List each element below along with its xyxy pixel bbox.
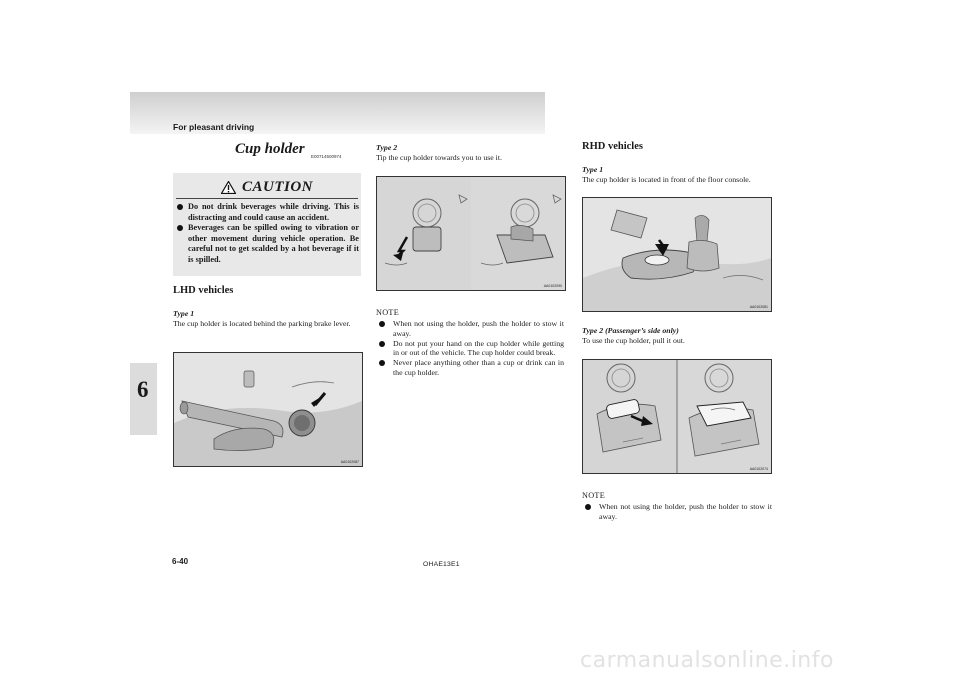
figure-lhd-type2 [376, 176, 566, 291]
caution-item-text: Beverages can be spilled owing to vibration or other movement during vehicle operation. Be careful not to get scalded by a hot beverage if it is spilled. [188, 223, 359, 264]
bullet-icon [177, 225, 183, 231]
figure-code: AA0102081 [749, 305, 768, 309]
parking-brake-cupholder-illustration [174, 353, 362, 466]
rhd-note-list [582, 502, 772, 522]
rhd-heading: RHD vehicles [582, 141, 643, 152]
note-item-text: Never place anything other than a cup or drink can in the cup holder. [393, 358, 564, 377]
lhd-note-label: NOTE [376, 308, 400, 317]
lhd-type2-text: Tip the cup holder towards you to use it. [376, 153, 502, 162]
note-item [376, 319, 564, 339]
caution-item-text: Do not drink beverages while driving. This is distracting and could cause an accident. [188, 202, 359, 222]
lhd-type2-label: Type 2 [376, 143, 398, 152]
note-item-text: Do not put your hand on the cup holder while getting in or out of the vehicle. The cup holder could break. [393, 338, 564, 358]
rhd-type2-label: Type 2 (Passenger’s side only) [582, 326, 679, 335]
figure-rhd-type1 [582, 197, 772, 312]
section-code: E00714500974 [311, 154, 342, 159]
chapter-number: 6 [137, 377, 149, 402]
caution-list [177, 202, 359, 266]
caution-box [173, 173, 361, 276]
note-item-text: When not using the holder, push the holder to stow it away. [599, 502, 772, 521]
page-number: 6-40 [172, 557, 189, 566]
header-title: For pleasant driving [173, 122, 255, 132]
floor-console-cupholder-illustration [583, 198, 771, 311]
figure-code: AA0102074 [749, 467, 768, 471]
note-item-text: When not using the holder, push the holder to stow it away. [393, 319, 564, 338]
bullet-icon [379, 321, 385, 327]
note-item [376, 358, 564, 378]
note-item [376, 339, 564, 359]
document-code: OHAE13E1 [423, 561, 460, 568]
figure-code: AA0102090 [543, 284, 562, 288]
bullet-icon [585, 504, 591, 510]
bullet-icon [177, 204, 183, 210]
caution-heading [173, 177, 361, 197]
tip-out-cupholder-illustration [377, 177, 565, 290]
watermark: carmanualsonline.info [580, 648, 834, 673]
warning-triangle-icon [221, 181, 236, 194]
caution-item [177, 202, 359, 223]
bullet-icon [379, 341, 385, 347]
section-title: Cup holder [235, 141, 305, 157]
lhd-note-list [376, 319, 564, 378]
rhd-type2-text: To use the cup holder, pull it out. [582, 336, 685, 345]
note-item [582, 502, 772, 522]
lhd-type1-text: The cup holder is located behind the parking brake lever. [173, 319, 351, 328]
bullet-icon [379, 360, 385, 366]
caution-label: CAUTION [241, 178, 313, 195]
lhd-heading: LHD vehicles [173, 285, 234, 296]
lhd-type1-label: Type 1 [173, 309, 195, 318]
rhd-note-label: NOTE [582, 491, 606, 500]
figure-lhd-type1 [173, 352, 363, 467]
pull-out-cupholder-illustration [583, 360, 771, 473]
caution-divider [176, 198, 358, 199]
figure-rhd-type2 [582, 359, 772, 474]
rhd-type1-text: The cup holder is located in front of the floor console. [582, 175, 751, 184]
figure-code: AA0102087 [340, 460, 359, 464]
caution-item [177, 223, 359, 265]
rhd-type1-label: Type 1 [582, 165, 604, 174]
